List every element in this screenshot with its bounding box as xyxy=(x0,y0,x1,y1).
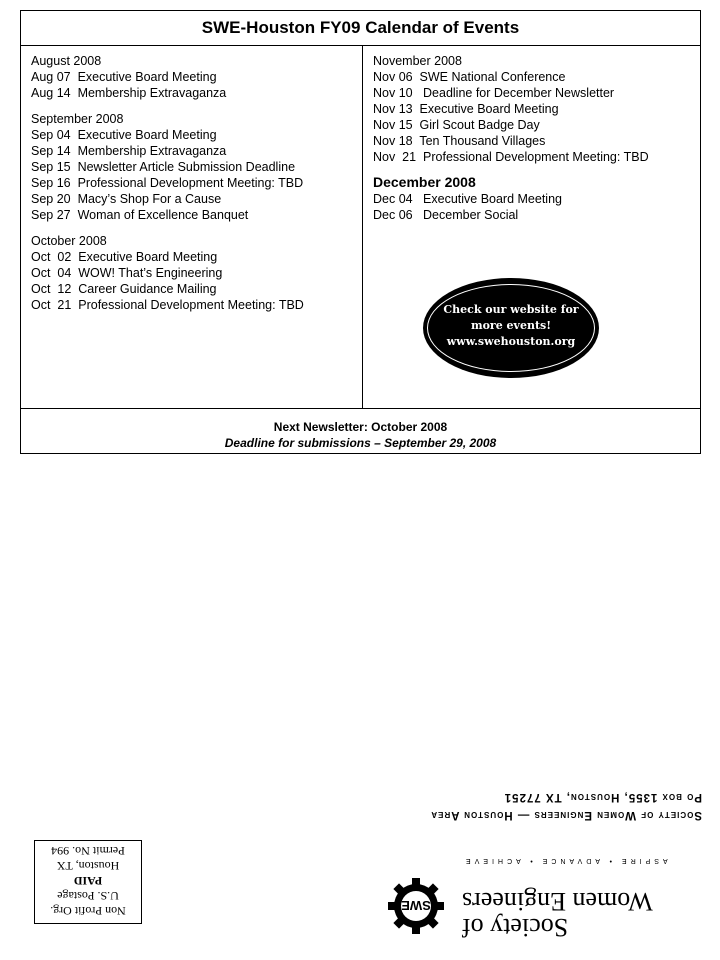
right-column xyxy=(363,46,700,408)
logo-society: Society of xyxy=(462,913,569,942)
event-line: Dec 04 Executive Board Meeting xyxy=(373,192,562,206)
permit-paid: PAID xyxy=(73,874,103,888)
month-september xyxy=(31,111,362,223)
event-line: Aug 07 Executive Board Meeting xyxy=(31,70,217,84)
calendar-title: SWE-Houston FY09 Calendar of Events xyxy=(21,11,700,46)
event-line: Nov 06 SWE National Conference xyxy=(373,70,566,84)
event-line: Oct 04 WOW! That’s Engineering xyxy=(31,266,223,280)
permit-line: U.S. Postage xyxy=(57,889,119,903)
logo-wordmark xyxy=(462,888,702,940)
callout-url: www.swehouston.org xyxy=(446,335,576,348)
month-august xyxy=(31,53,362,101)
left-column xyxy=(21,46,363,408)
event-line: Nov 21 Professional Development Meeting: TBD xyxy=(373,150,649,164)
month-heading: August 2008 xyxy=(31,54,102,68)
event-line: Sep 27 Woman of Excellence Banquet xyxy=(31,208,249,222)
callout-line: Check our website for xyxy=(443,303,579,316)
calendar-columns xyxy=(21,46,700,409)
event-line: Nov 15 Girl Scout Badge Day xyxy=(373,118,540,132)
month-november xyxy=(373,53,700,165)
logo-name: Women Engineers xyxy=(462,887,653,916)
calendar-of-events xyxy=(20,10,701,454)
event-line: Sep 14 Membership Extravaganza xyxy=(31,144,227,158)
event-line: Sep 04 Executive Board Meeting xyxy=(31,128,217,142)
event-line: Oct 21 Professional Development Meeting: TBD xyxy=(31,298,304,312)
month-december xyxy=(373,173,700,223)
month-heading: December 2008 xyxy=(373,174,476,190)
month-october xyxy=(31,233,362,313)
return-address xyxy=(352,788,702,824)
month-heading: October 2008 xyxy=(31,234,107,248)
month-heading: November 2008 xyxy=(373,54,462,68)
permit-line: Houston, TX xyxy=(56,859,120,873)
permit-line: Permit No. 994 xyxy=(51,844,125,858)
event-line: Aug 14 Membership Extravaganza xyxy=(31,86,227,100)
org-line: Society of Women Engineers — Houston Area xyxy=(430,809,702,821)
swe-logo xyxy=(380,848,702,940)
next-newsletter: Next Newsletter: October 2008 xyxy=(273,420,448,434)
logo-mark: SWE xyxy=(401,898,431,913)
event-line: Dec 06 December Social xyxy=(373,208,519,222)
callout-line: more events! xyxy=(470,319,552,332)
submission-deadline: Deadline for submissions – September 29, 2008 xyxy=(224,436,497,450)
logo-tagline: ASPIRE • ADVANCE • ACHIEVE xyxy=(462,857,668,864)
month-heading: September 2008 xyxy=(31,112,124,126)
event-line: Nov 13 Executive Board Meeting xyxy=(373,102,559,116)
event-line: Nov 10 Deadline for December Newsletter xyxy=(373,86,615,100)
website-callout xyxy=(423,278,599,378)
postage-permit-box xyxy=(34,840,142,924)
address-line: Po box 1355, Houston, TX 77251 xyxy=(503,791,702,803)
event-line: Sep 20 Macy’s Shop For a Cause xyxy=(31,192,222,206)
event-line: Sep 15 Newsletter Article Submission Deadline xyxy=(31,160,296,174)
event-line: Oct 02 Executive Board Meeting xyxy=(31,250,218,264)
event-line: Sep 16 Professional Development Meeting: TBD xyxy=(31,176,304,190)
event-line: Nov 18 Ten Thousand Villages xyxy=(373,134,546,148)
gear-icon xyxy=(388,878,444,934)
callout-text xyxy=(423,302,599,350)
permit-line: Non Profit Org. xyxy=(50,904,126,918)
event-line: Oct 12 Career Guidance Mailing xyxy=(31,282,217,296)
calendar-footer xyxy=(21,409,700,451)
